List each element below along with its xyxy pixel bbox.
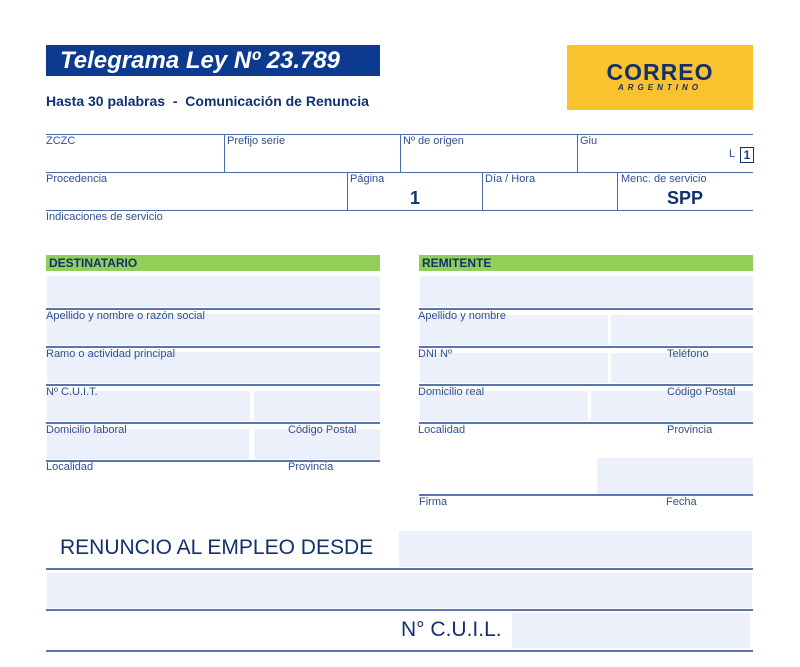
divider xyxy=(46,609,753,611)
destinatario-ramo-label: Ramo o actividad principal xyxy=(46,348,176,360)
destinatario-cuit-label: Nº C.U.I.T. xyxy=(46,386,98,398)
remitente-nombre-label: Apellido y nombre xyxy=(418,310,507,322)
remitente-dni-label: DNI Nº xyxy=(418,348,452,360)
l-value: 1 xyxy=(740,147,754,163)
l-label: L xyxy=(729,148,736,160)
destinatario-cp-input[interactable] xyxy=(254,391,380,421)
form-title: Telegrama Ley Nº 23.789 xyxy=(46,45,380,76)
remitente-telefono-input[interactable] xyxy=(611,315,753,345)
divider xyxy=(46,650,753,652)
form-subtitle: Hasta 30 palabras - Comunicación de Renuncia xyxy=(46,93,369,109)
destinatario-cp-label: Código Postal xyxy=(288,424,357,436)
menc-servicio-label: Menc. de servicio xyxy=(621,173,707,185)
divider xyxy=(419,494,753,496)
correo-argentino-logo xyxy=(567,45,753,110)
remitente-fecha-label: Fecha xyxy=(666,496,697,508)
destinatario-localidad-label: Localidad xyxy=(46,461,94,473)
divider xyxy=(224,134,225,172)
cuil-label: N° C.U.I.L. xyxy=(401,618,502,641)
numero-origen-field[interactable]: Nº de origen xyxy=(403,135,464,147)
procedencia-field[interactable]: Procedencia xyxy=(46,173,108,185)
destinatario-header: DESTINATARIO xyxy=(46,255,380,271)
divider xyxy=(482,172,483,210)
divider xyxy=(347,172,348,210)
cuil-input[interactable] xyxy=(512,613,750,648)
indicaciones-servicio-field[interactable]: Indicaciones de servicio xyxy=(46,211,163,223)
renuncio-label: RENUNCIO AL EMPLEO DESDE xyxy=(60,536,374,559)
pagina-label: Página xyxy=(350,173,385,185)
divider xyxy=(617,172,618,210)
destinatario-domicilio-label: Domicilio laboral xyxy=(46,424,127,436)
remitente-firma-label: Firma xyxy=(419,496,448,508)
remitente-cp-label: Código Postal xyxy=(667,386,736,398)
renuncio-fecha-input[interactable] xyxy=(399,531,752,567)
remitente-domicilio-label: Domicilio real xyxy=(418,386,485,398)
remitente-header: REMITENTE xyxy=(419,255,753,271)
divider xyxy=(400,134,401,172)
zczc-field[interactable]: ZCZC xyxy=(46,135,76,147)
prefijo-serie-field[interactable]: Prefijo serie xyxy=(227,135,286,147)
destinatario-nombre-label: Apellido y nombre o razón social xyxy=(46,310,205,322)
logo-name: CORREO xyxy=(606,59,714,85)
dia-hora-field[interactable]: Día / Hora xyxy=(485,173,536,185)
divider xyxy=(46,568,753,570)
destinatario-provincia-label: Provincia xyxy=(288,461,334,473)
remitente-nombre-input[interactable] xyxy=(420,276,753,307)
remitente-localidad-label: Localidad xyxy=(418,424,466,436)
destinatario-nombre-input[interactable] xyxy=(47,276,380,307)
giu-field[interactable]: Giu xyxy=(580,135,598,147)
pagina-value: 1 xyxy=(410,188,421,208)
remitente-fecha-input[interactable] xyxy=(597,458,753,494)
renuncio-text-input[interactable] xyxy=(47,573,752,608)
divider xyxy=(577,134,578,172)
menc-servicio-value: SPP xyxy=(667,188,704,208)
remitente-telefono-label: Teléfono xyxy=(667,348,709,360)
remitente-provincia-label: Provincia xyxy=(667,424,713,436)
logo-sub: ARGENTINO xyxy=(618,83,702,92)
